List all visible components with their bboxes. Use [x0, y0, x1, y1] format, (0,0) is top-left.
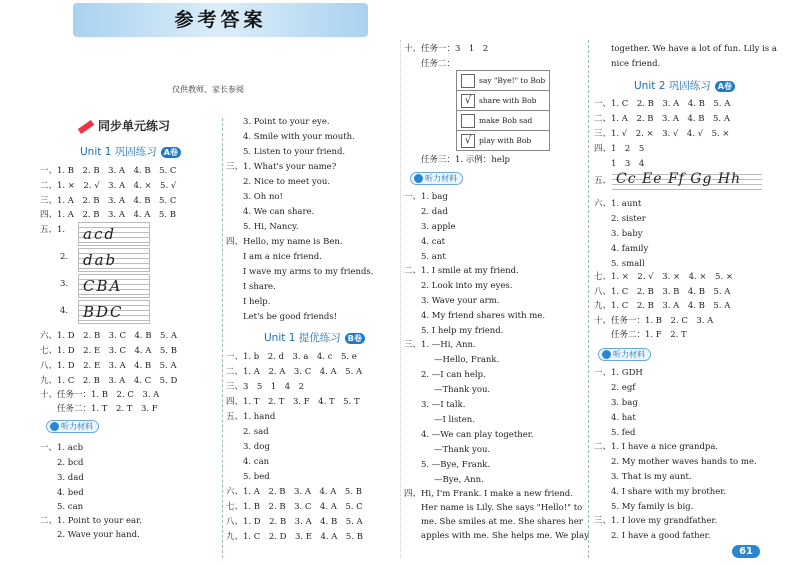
listening-material-tag: 听力材料 [46, 420, 99, 433]
title-banner [73, 3, 368, 37]
checkbox [461, 114, 475, 128]
answer-line: 五、1. hand [226, 412, 276, 422]
answer-line: 3. dog [243, 442, 270, 452]
handwriting-box: CBA [78, 274, 150, 298]
checkbox [461, 74, 475, 88]
answer-line: 2. dad [421, 207, 448, 217]
unit-title: Unit 1 提优练习 B卷 [264, 330, 365, 345]
answer-line: 3. Oh no! [243, 192, 283, 202]
answer-line: 3. That is my aunt. [611, 472, 692, 482]
headphone-icon [602, 350, 611, 359]
answer-line: 2. Nice to meet you. [243, 177, 331, 187]
answer-line: 七、1. D 2. E 3. C 4. A 5. B [40, 346, 177, 356]
answer-line: 三、1. √ 2. × 3. √ 4. √ 5. × [594, 129, 730, 139]
table-row: say "Bye!" to Bob [457, 71, 549, 91]
handwriting-box: Cc Ee Ff Gg Hh [612, 170, 762, 190]
answer-line: 五、1. [40, 225, 66, 235]
page-number: 61 [732, 545, 760, 558]
answer-line: 3. baby [611, 229, 643, 239]
answer-line: 六、1. A 2. B 3. A 4. A 5. B [226, 487, 362, 497]
item-number: 4. [60, 306, 69, 316]
answer-line: I wave my arms to my friends. [243, 267, 374, 277]
answer-line: 任务二： [421, 59, 456, 69]
answer-line: 4. cat [421, 237, 446, 247]
answer-line: 5. I help my friend. [421, 326, 504, 336]
answer-line: —Bye, Ann. [434, 475, 484, 485]
answer-line: 二、1. × 2. √ 3. A 4. × 5. √ [40, 181, 177, 191]
answer-line: 5. ant [421, 252, 446, 262]
item-number: 2. [60, 252, 69, 262]
answer-line: 5. Listen to your friend. [243, 147, 346, 157]
table-row: √ share with Bob [457, 91, 549, 111]
listening-material-tag: 听力材料 [410, 172, 463, 185]
answer-line: 2. bcd [57, 458, 84, 468]
answer-line: —Thank you. [434, 385, 491, 395]
answer-line: me. She smiles at me. She shares her [421, 517, 583, 527]
answer-line: 一、1. acb [40, 443, 84, 453]
section-heading: 同步单元练习 [78, 117, 170, 134]
answer-line: 4. I share with my brother. [611, 487, 727, 497]
center-divider [400, 40, 401, 558]
listening-material-tag: 听力材料 [598, 348, 651, 361]
answer-line: 任务二：1. T 2. T 3. F [40, 404, 158, 414]
answer-line: —I listen. [434, 415, 475, 425]
task-table [456, 70, 550, 151]
unit-title: Unit 1 巩固练习 A卷 [80, 144, 181, 159]
answer-line: 2. Wave your hand. [57, 530, 140, 540]
answer-line: 一、1. b 2. d 3. a 4. c 5. e [226, 352, 357, 362]
headphone-icon [50, 422, 59, 431]
answer-line: 七、1. B 2. B 3. C 4. A 5. C [226, 502, 363, 512]
level-badge: B卷 [345, 333, 365, 344]
answer-line: 九、1. C 2. D 3. E 4. A 5. B [226, 532, 363, 542]
answer-line: 5. My family is big. [611, 502, 694, 512]
answer-line: Let's be good friends! [243, 312, 338, 322]
answer-line: 3. —I talk. [421, 400, 466, 410]
answer-line: 5. Hi, Nancy. [243, 222, 299, 232]
answer-line: 2. I have a good father. [611, 531, 711, 541]
answer-line: 九、1. C 2. B 3. A 4. B 5. A [594, 301, 731, 311]
answer-line: 1 3 4 [611, 159, 645, 169]
answer-line: 一、1. C 2. B 3. A 4. B 5. A [594, 99, 731, 109]
answer-line: nice friend. [611, 59, 661, 69]
answer-line: 五、 [594, 176, 612, 186]
answer-line: 3. apple [421, 222, 456, 232]
answer-line: 一、1. B 2. B 3. A 4. B 5. C [40, 166, 177, 176]
answer-line: 2. —I can help. [421, 370, 486, 380]
answer-line: 六、1. aunt [594, 199, 642, 209]
answer-line: 3. Wave your arm. [421, 296, 500, 306]
answer-line: 四、1. T 2. T 3. F 4. T 5. T [226, 397, 360, 407]
answer-line: 任务二：1. F 2. T [611, 330, 687, 340]
answer-line: 4. bed [57, 488, 84, 498]
answer-line: 八、1. C 2. B 3. B 4. B 5. A [594, 287, 731, 297]
answer-line: I am a nice friend. [243, 252, 322, 262]
answer-line: 4. —We can play together. [421, 430, 534, 440]
answer-line: 5. —Bye, Frank. [421, 460, 491, 470]
answer-line: Her name is Lily. She says "Hello!" to [421, 503, 583, 513]
checkbox: √ [461, 94, 475, 108]
handwriting-box: acd [78, 222, 150, 246]
answer-line: 2. sad [243, 427, 269, 437]
answer-line: 5. can [57, 502, 84, 512]
answer-line: 四、1 2 5 [594, 144, 645, 154]
answer-line: 一、1. bag [404, 192, 448, 202]
answer-line: I share. [243, 282, 276, 292]
answer-line: 2. sister [611, 214, 646, 224]
pencil-icon [78, 119, 95, 133]
answer-line: 七、1. × 2. √ 3. × 4. × 5. × [594, 272, 733, 282]
item-number: 3. [60, 279, 69, 289]
answer-line: 4. My friend shares with me. [421, 311, 546, 321]
answer-line: 二、1. I have a nice grandpa. [594, 442, 719, 452]
level-badge: A卷 [161, 147, 181, 158]
handwriting-box: BDC [78, 300, 150, 324]
answer-line: 三、1. A 2. B 3. A 4. B 5. C [40, 196, 177, 206]
table-row: √ play with Bob [457, 131, 549, 150]
table-row: make Bob sad [457, 111, 549, 131]
answer-line: 十、任务一：3 1 2 [404, 44, 489, 54]
answer-line: 3. bag [611, 398, 638, 408]
answer-line: 4. family [611, 244, 649, 254]
answer-line: 3. Point to your eye. [243, 117, 330, 127]
answer-line: 二、1. Point to your ear. [40, 516, 142, 526]
answer-line: 四、1. A 2. B 3. A 4. A 5. B [40, 210, 176, 220]
answer-line: 2. Look into my eyes. [421, 281, 513, 291]
answer-line: 十、任务一：1. B 2. C 3. A [594, 316, 714, 326]
unit-title: Unit 2 巩固练习 A卷 [634, 78, 735, 93]
answer-line: 三、1. —Hi, Ann. [404, 340, 476, 350]
answer-line: 5. bed [243, 472, 270, 482]
answer-line: 2. My mother waves hands to me. [611, 457, 757, 467]
answer-line: 二、1. A 2. B 3. A 4. B 5. A [594, 114, 730, 124]
checkbox: √ [461, 134, 475, 148]
answer-line: 四、Hello, my name is Ben. [226, 237, 343, 247]
answer-line: 十、任务一：1. B 2. C 3. A [40, 390, 160, 400]
answer-line: 4. We can share. [243, 207, 315, 217]
answer-line: 二、1. A 2. A 3. C 4. A 5. A [226, 367, 363, 377]
answer-line: I help. [243, 297, 271, 307]
column-divider [222, 118, 223, 558]
answer-line: 4. can [243, 457, 270, 467]
answer-line: 六、1. D 2. B 3. C 4. B 5. A [40, 331, 178, 341]
page-title: 参考答案 [174, 9, 267, 31]
answer-line: 四、Hi, I'm Frank. I make a new friend. [404, 489, 573, 499]
answer-line: 5. fed [611, 428, 636, 438]
answer-line: 三、3 5 1 4 2 [226, 382, 305, 392]
answer-line: 三、1. I love my grandfather. [594, 516, 718, 526]
answer-line: 4. hat [611, 413, 636, 423]
answer-line: 二、1. I smile at my friend. [404, 266, 519, 276]
answer-line: 2. egf [611, 383, 636, 393]
answer-line: 八、1. D 2. E 3. A 4. B 5. A [40, 361, 177, 371]
answer-line: —Thank you. [434, 445, 491, 455]
column-divider [588, 40, 589, 558]
level-badge: A卷 [715, 81, 735, 92]
answer-line: 3. dad [57, 473, 84, 483]
answer-line: 三、1. What's your name? [226, 162, 337, 172]
answer-line: apples with me. She helps me. We play [421, 531, 589, 541]
answer-line: 八、1. D 2. B 3. A 4. B 5. A [226, 517, 363, 527]
answer-line: 九、1. C 2. B 3. A 4. C 5. D [40, 376, 178, 386]
handwriting-box: dab [78, 248, 150, 272]
answer-line: 4. Smile with your mouth. [243, 132, 355, 142]
answer-line: 任务三：1. 示例：help [421, 155, 510, 165]
answer-line: 5. small [611, 259, 645, 269]
headphone-icon [414, 174, 423, 183]
answer-line: together. We have a lot of fun. Lily is a [611, 44, 777, 54]
page-subtitle: 仅供教师、家长参阅 [172, 85, 244, 94]
answer-line: 一、1. GDH [594, 368, 643, 378]
answer-line: —Hello, Frank. [434, 355, 500, 365]
